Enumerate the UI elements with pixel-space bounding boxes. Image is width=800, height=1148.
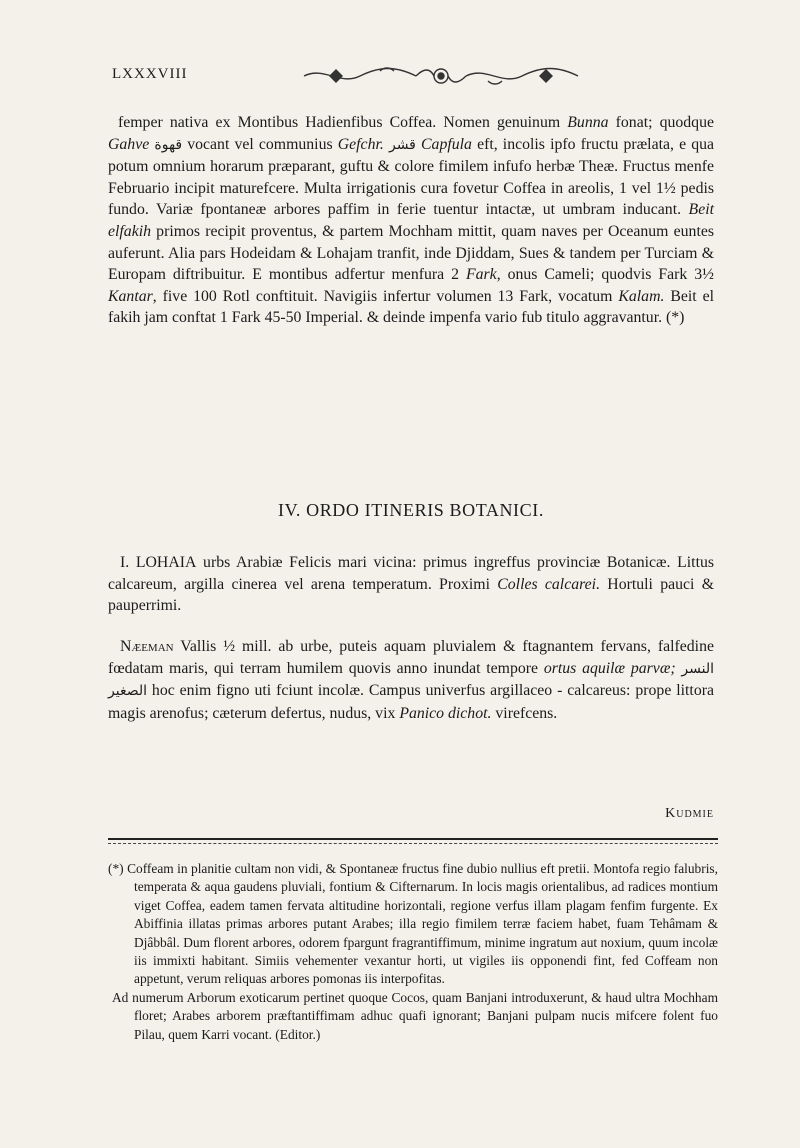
text-run: virefcens. [491,704,558,722]
page-header [112,64,722,94]
text-run-italic: Gefchr. [337,135,384,153]
text-run-italic: Kalam. [618,287,665,305]
text-run: vocant vel communius [182,135,338,153]
paragraph-naeeman [108,636,714,724]
footnote-divider [108,838,718,840]
catchword: Kudmie [665,806,714,821]
text-run-italic: Kantar [108,287,153,305]
text-run-italic: Beit elfakih [108,201,714,240]
arabic-word: النسر [681,660,714,677]
text-run-italic: Gahve [108,135,150,153]
text-run-italic: Capfula [421,135,472,153]
page-number: LXXXVIII [112,66,188,82]
arabic-word: قهوة [154,136,183,153]
arabic-word: قشر [388,136,416,153]
place-name: I. LOHAIA [120,554,197,571]
text-run: femper nativa ex Montibus Hadienfibus Coffea. Nomen genuinum [118,114,568,131]
text-run: , onus Cameli; quodvis Fark 3½ [496,266,714,284]
arabic-word: الصغير [108,683,147,700]
text-run: eft, incolis ipfo fructu prælata, e qua potum omnium horarum præparant, guftu & colore fimilem infufo herbæ Theæ. Fructus menfe Februario incipit maturefcere. Multa irrigationis cura fovetur Coffea in areolis, 1 vel 1½ pedis fundo. Variæ fpontaneæ arbores paffim in ferie tuentur intactæ, ut umbram inducant. [108,135,715,219]
section-heading: IV. ORDO ITINERIS BOTANICI. [278,500,544,520]
paragraph-coffee-trade [108,112,714,329]
text-run: Vallis ½ mill. ab urbe, puteis aquam pluvialem & ftagnantem fervans, falfedine fœdatam maris, qui terram humilem quovis anno inundat tempore [108,638,714,677]
place-name: Næeman [120,638,174,655]
paragraph-lohaia [108,552,714,617]
text-run: Hortuli pauci & pauperrimi. [108,575,714,615]
text-run: Beit el fakih jam conftat 1 Fark 45-50 Imperial. & deinde impenfa vario fub titulo aggravantur. (*) [108,287,715,327]
text-run: primos recipit proventus, & partem Mochham mittit, quam naves per Oceanum euntes auferunt. Alia pars Hodeidam & Lohajam tranfit, inde Djiddam, Sues & tandem per Turciam & Europam diftribuitur. E montibus adfertur menfura 2 [108,222,714,284]
text-run: fonat; quodque [608,114,714,131]
footnote-divider-dashed [108,843,718,844]
text-run-italic: Colles calcarei. [497,575,601,593]
footnote-paragraph: Ad numerum Arborum exoticarum pertinet quoque Cocos, quam Banjani introduxerunt, & haud ultra Mochham floret; Arabes arborem præftantiffimam adhuc quafi ignorant; Banjani pulpam nucis mifcere folent fuo Pilau, quem Karri vocant. (Editor.) [112,989,718,1042]
footnote [108,860,718,1044]
text-run-italic: Panico dichot. [399,704,492,722]
decorative-vignette-icon [300,64,582,88]
text-run-italic: Fark [465,266,497,284]
footnote-paragraph: (*) Coffeam in planitie cultam non vidi, & Spontaneæ fructus fine dubio nullius eft pretii. Montofa regio falubris, temperata & aqua gaudens pluviali, fontium & Cifternarum. In locis magis orientalibus, ad radices montium viget Coffea, eadem tamen fervata altitudine horizontali, regione verfus illam plagam fenfim furgente. Ex Abiffinia illatas primas arbores putant Arabes; illa regio fimilem terræ faciem habet, fuam Tehâmam & Djâbbâl. Dum florent arbores, odorem fpargunt fragrantiffimum, minime ingratum aut noxium, quum incolæ iis immixti habitant. Simiis vehementer vexantur horti, ut vigiles iis opponendi fint, fed Coffeam non appetunt, verum reliquas arbores pomonas iis interpofitas. [108,861,718,987]
text-run: , five 100 Rotl conftituit. Navigiis infertur volumen 13 Fark, vocatum [152,287,619,305]
text-run-italic: ortus aquilæ parvæ; [543,659,676,677]
text-run-italic: Bunna [567,114,609,131]
text-run: hoc enim figno uti fciunt incolæ. Campus univerfus argillaceo - calcareus: prope littora magis arenofus; cæterum defertus, nudus, vix [108,682,714,722]
text-run: urbs Arabiæ Felicis mari vicina: primus ingreffus provinciæ Botanicæ. Littus calcareum, argilla cinerea vel arena temperatum. Proximi [108,554,715,593]
